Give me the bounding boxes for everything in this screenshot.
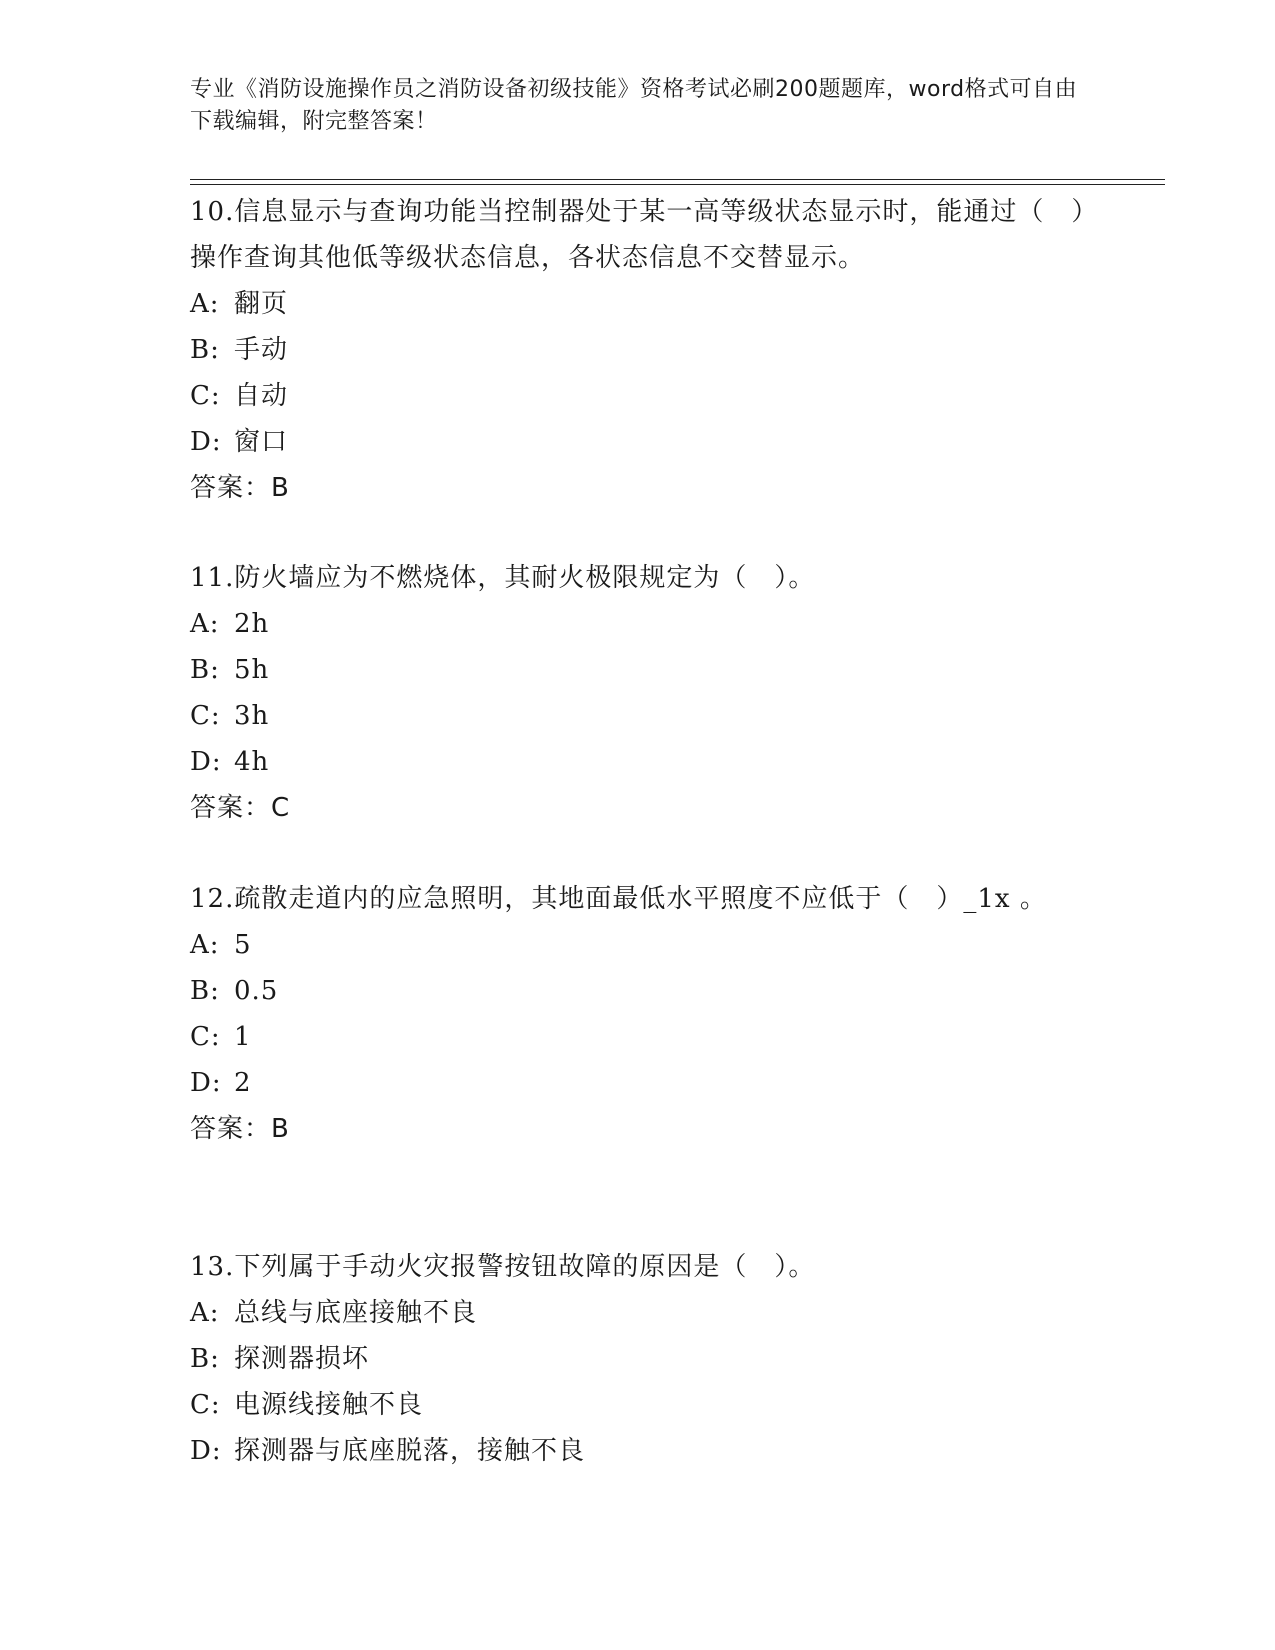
option-key: B: [190, 976, 220, 1006]
option-key: A: [190, 1298, 220, 1328]
option-key: D: [190, 1068, 222, 1098]
option-text: 手动 [234, 335, 289, 365]
question-11 [190, 555, 1090, 831]
option-text: 3h [234, 701, 270, 731]
question-stem: 11.防火墙应为不燃烧体，其耐火极限规定为（ ）。 [190, 563, 816, 593]
option-key: A: [190, 930, 220, 960]
option-text: 2 [234, 1068, 252, 1098]
question-stem: 12.疏散走道内的应急照明，其地面最低水平照度不应低于（ ）_1x 。 [190, 884, 1047, 914]
option-key: C: [190, 1390, 221, 1420]
option-c [190, 1014, 1090, 1060]
question-12 [190, 876, 1090, 1152]
option-key: D: [190, 1436, 222, 1466]
option-b [190, 327, 1090, 373]
option-text: 探测器与底座脱落，接触不良 [234, 1436, 586, 1466]
question-stem: 10.信息显示与查询功能当控制器处于某一高等级状态显示时，能通过（ ）操作查询其他低等级状态信息，各状态信息不交替显示。 [190, 197, 1086, 273]
answer-label: 答案：C [190, 793, 291, 823]
option-text: 总线与底座接触不良 [234, 1298, 478, 1328]
option-text: 5 [234, 930, 252, 960]
option-key: B: [190, 1344, 220, 1374]
document-header: 专业《消防设施操作员之消防设备初级技能》资格考试必刷200题题库，word格式可自由下载编辑，附完整答案！ [190, 77, 1078, 134]
option-d [190, 419, 1090, 465]
option-a [190, 922, 1090, 968]
option-key: C: [190, 701, 221, 731]
option-text: 翻页 [234, 289, 289, 319]
option-text: 1 [234, 1022, 252, 1052]
option-key: D: [190, 427, 222, 457]
option-d [190, 739, 1090, 785]
option-key: A: [190, 609, 220, 639]
option-b [190, 1336, 1090, 1382]
option-key: C: [190, 381, 221, 411]
option-text: 自动 [234, 381, 289, 411]
option-c [190, 1382, 1090, 1428]
option-key: B: [190, 335, 220, 365]
option-d [190, 1428, 1090, 1474]
option-text: 5h [234, 655, 270, 685]
option-text: 电源线接触不良 [234, 1390, 424, 1420]
question-10 [190, 189, 1090, 511]
option-b [190, 968, 1090, 1014]
option-key: A: [190, 289, 220, 319]
question-stem: 13.下列属于手动火灾报警按钮故障的原因是（ ）。 [190, 1252, 816, 1282]
question-13 [190, 1244, 1090, 1474]
answer-label: 答案：B [190, 473, 290, 503]
option-key: B: [190, 655, 220, 685]
option-key: D: [190, 747, 222, 777]
header-divider-top [190, 179, 1165, 180]
option-text: 窗口 [234, 427, 289, 457]
option-text: 0.5 [234, 976, 279, 1006]
option-c [190, 693, 1090, 739]
option-key: C: [190, 1022, 221, 1052]
option-b [190, 647, 1090, 693]
option-a [190, 601, 1090, 647]
header-divider-bottom [190, 184, 1165, 185]
option-c [190, 373, 1090, 419]
option-text: 探测器损坏 [234, 1344, 370, 1374]
option-a [190, 1290, 1090, 1336]
option-text: 2h [234, 609, 270, 639]
option-a [190, 281, 1090, 327]
answer-label: 答案：B [190, 1114, 290, 1144]
option-text: 4h [234, 747, 270, 777]
option-d [190, 1060, 1090, 1106]
